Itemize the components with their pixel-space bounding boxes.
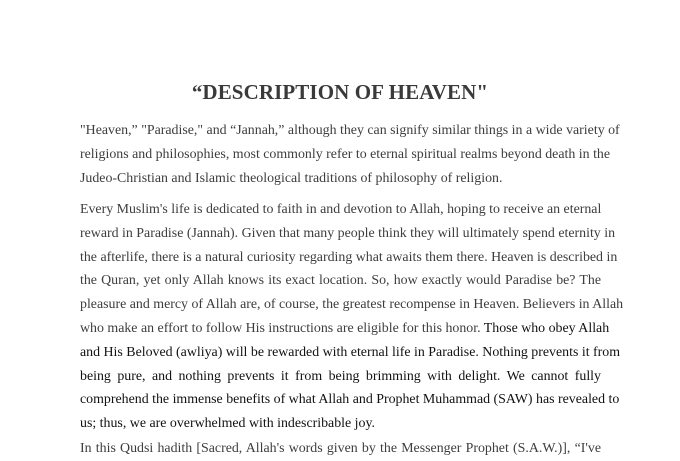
text-line: Every Muslim's life is dedicated to faith in and devotion to Allah, hoping to receive an eternal — [80, 202, 602, 217]
text-line: and His Beloved (awliya) will be rewarded with eternal life in Paradise. Nothing prevents it from — [80, 344, 621, 360]
paragraph-intro — [80, 119, 620, 190]
document-title: “DESCRIPTION OF HEAVEN" — [191, 80, 489, 104]
text-line: us; thus, we are overwhelmed with indescribable joy. — [80, 416, 375, 432]
text-segment-dark: Those who obey Allah — [480, 320, 610, 336]
text-line: pleasure and mercy of Allah are, of course, the greatest recompense in Heaven. Believers in Allah — [80, 297, 624, 313]
text-line: the afterlife, there is a natural curiosity regarding what awaits them there. Heaven is described in — [80, 249, 618, 265]
paragraph-muslim-life — [80, 198, 624, 436]
text-line: comprehend the immense benefits of what Allah and Prophet Muhammad (SAW) has revealed to — [80, 392, 620, 408]
text-line — [80, 317, 610, 341]
text-line: religions and philosophies, most commonly refer to eternal spiritual realms beyond death in the — [80, 146, 611, 162]
text-line: being pure, and nothing prevents it from being brimming with delight. We cannot fully — [80, 368, 601, 384]
paragraph-qudsi-hadith — [80, 437, 601, 461]
text-line: reward in Paradise (Jannah). Given that many people think they will ultimately spend eternity in — [80, 225, 616, 241]
text-line: "Heaven,” "Paradise," and “Jannah,” although they can signify similar things in a wide variety of — [80, 123, 620, 138]
text-line: In this Qudsi hadith [Sacred, Allah's words given by the Messenger Prophet (S.A.W.)], “I've — [80, 441, 601, 456]
text-segment: who make an effort to follow His instructions are eligible for this honor. — [80, 320, 481, 336]
text-line: Judeo-Christian and Islamic theological traditions of philosophy of religion. — [80, 170, 503, 186]
text-line: the Quran, yet only Allah knows its exact location. So, how exactly would Paradise be? The — [80, 273, 601, 289]
